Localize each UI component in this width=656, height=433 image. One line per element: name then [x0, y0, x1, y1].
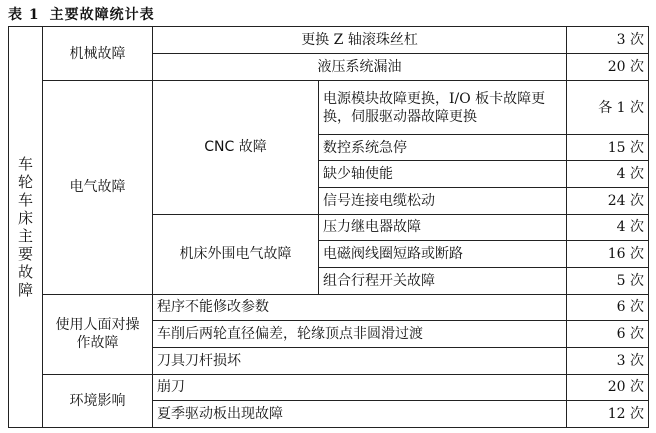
root-category-cell: 车 轮 车 床 主 要 故 障: [9, 27, 43, 428]
fault-count: 3 次: [567, 27, 649, 54]
fault-description: 组合行程开关故障: [319, 267, 567, 294]
fault-count: 4 次: [567, 214, 649, 241]
table-row: [9, 81, 649, 134]
fault-description: 缺少轴使能: [319, 161, 567, 188]
subcategory-peripheral: 机床外围电气故障: [153, 214, 319, 294]
fault-description: 电源模块故障更换，I/O 板卡故障更换，伺服驱动器故障更换: [319, 81, 567, 134]
fault-description: 压力继电器故障: [319, 214, 567, 241]
fault-description: 崩刀: [153, 374, 567, 401]
table-title: 主要故障统计表: [49, 7, 155, 23]
fault-statistics-table: [8, 26, 649, 428]
category-mechanical: 机械故障: [43, 27, 153, 81]
fault-description: 信号连接电缆松动: [319, 187, 567, 214]
fault-count: 4 次: [567, 161, 649, 188]
fault-count: 各 1 次: [567, 81, 649, 134]
fault-count: 12 次: [567, 401, 649, 428]
category-operation: 使用人面对操作故障: [43, 294, 153, 374]
fault-count: 6 次: [567, 321, 649, 348]
table-number: 表 1: [8, 7, 40, 23]
table-row: [9, 27, 649, 54]
fault-description: 数控系统急停: [319, 134, 567, 161]
table-row: [9, 294, 649, 321]
fault-count: 24 次: [567, 187, 649, 214]
fault-count: 20 次: [567, 53, 649, 81]
table-row: [9, 374, 649, 401]
fault-description: 液压系统漏油: [153, 53, 567, 81]
fault-count: 20 次: [567, 374, 649, 401]
fault-description: 车削后两轮直径偏差，轮缘顶点非圆滑过渡: [153, 321, 567, 348]
table-caption: [8, 4, 155, 24]
fault-count: 6 次: [567, 294, 649, 321]
fault-count: 15 次: [567, 134, 649, 161]
fault-description: 夏季驱动板出现故障: [153, 401, 567, 428]
fault-count: 3 次: [567, 347, 649, 374]
fault-count: 5 次: [567, 267, 649, 294]
fault-description: 更换 Z 轴滚珠丝杠: [153, 27, 567, 54]
category-environment: 环境影响: [43, 374, 153, 427]
fault-description: 刀具刀杆损坏: [153, 347, 567, 374]
fault-description: 程序不能修改参数: [153, 294, 567, 321]
category-electrical: 电气故障: [43, 81, 153, 294]
subcategory-cnc: CNC 故障: [153, 81, 319, 214]
fault-count: 16 次: [567, 241, 649, 268]
fault-description: 电磁阀线圈短路或断路: [319, 241, 567, 268]
